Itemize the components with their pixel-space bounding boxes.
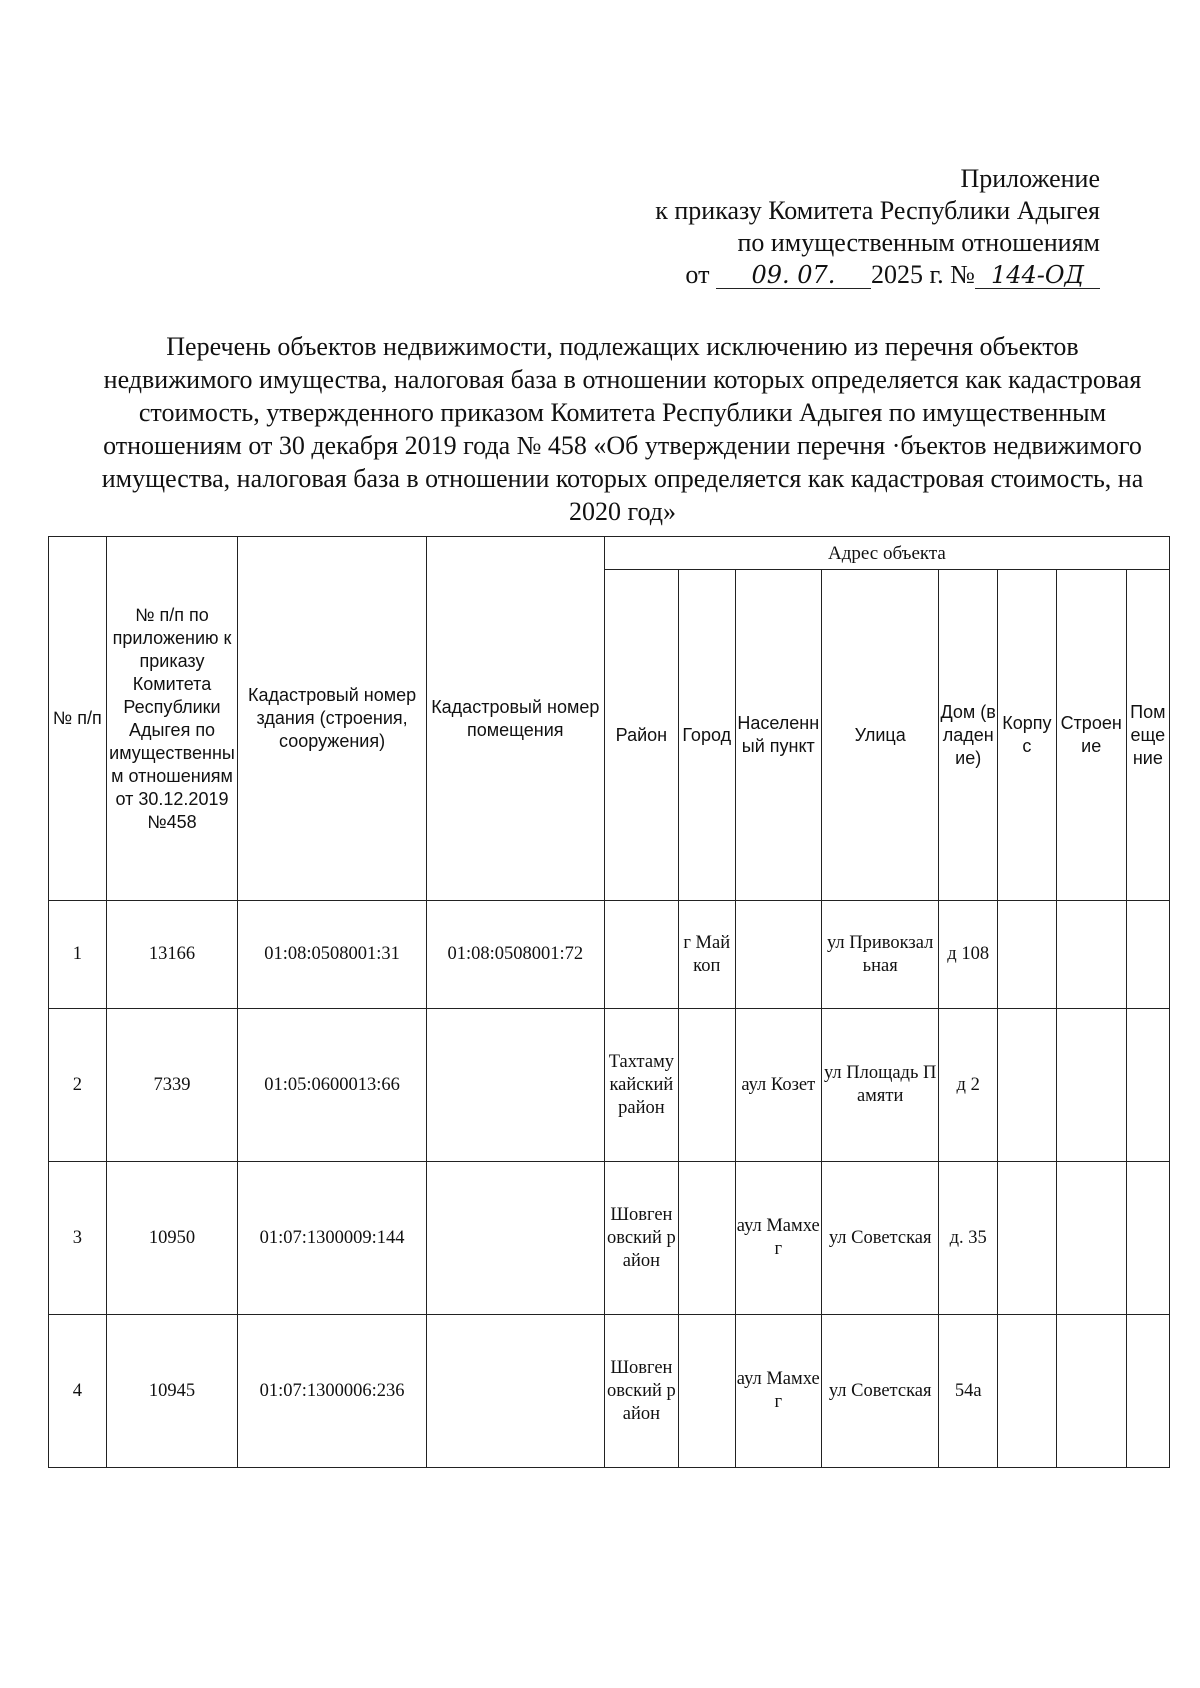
appendix-line-2: к приказу Комитета Республики Адыгея	[655, 196, 1100, 225]
cell-building-cadastral: 01:07:1300006:236	[238, 1315, 426, 1468]
cell-num: 2	[49, 1009, 107, 1162]
cell-building	[998, 1315, 1057, 1468]
document-title: Перечень объектов недвижимости, подлежащих исключению из перечня объектов недвижимого имущества, налоговая база в отношении которых определяется как кадастровая стоимость, утвержденного приказом Комитета Республики Адыгея по имущественным отношениям от 30 декабря 2019 года № 458 «Об утверждении перечня ·бъектов недвижимого имущества, налоговая база в отношении которых определяется как кадастровая стоимость, на 2020 год»	[101, 332, 1144, 526]
cell-street: ул Советская	[822, 1162, 939, 1315]
cell-num: 4	[49, 1315, 107, 1468]
cell-building	[998, 1009, 1057, 1162]
cell-appendix-num: 7339	[106, 1009, 238, 1162]
cell-room-cadastral	[426, 1162, 604, 1315]
table-row	[49, 1315, 1170, 1468]
cell-settlement: аул Козет	[735, 1009, 821, 1162]
header-building: Корпус	[998, 570, 1057, 901]
header-room-cadastral: Кадастровый номер помещения	[426, 537, 604, 901]
cell-room-cadastral	[426, 1315, 604, 1468]
cell-room	[1126, 1162, 1169, 1315]
cell-room	[1126, 1009, 1169, 1162]
cell-room	[1126, 1315, 1169, 1468]
header-room: Помещение	[1126, 570, 1169, 901]
cell-city	[678, 1009, 735, 1162]
cell-building-cadastral: 01:05:0600013:66	[238, 1009, 426, 1162]
cell-room-cadastral	[426, 1009, 604, 1162]
cell-structure	[1056, 1009, 1126, 1162]
handwritten-date: 09. 07.	[716, 262, 871, 289]
cell-building-cadastral: 01:07:1300009:144	[238, 1162, 426, 1315]
cell-building	[998, 1162, 1057, 1315]
cell-district: Тахтамукайский район	[604, 1009, 678, 1162]
appendix-header	[655, 163, 1100, 291]
header-house: Дом (владение)	[939, 570, 998, 901]
header-address-group: Адрес объекта	[604, 537, 1169, 570]
header-city: Город	[678, 570, 735, 901]
cell-room	[1126, 901, 1169, 1009]
header-settlement: Населенный пункт	[735, 570, 821, 901]
header-num: № п/п	[49, 537, 107, 901]
appendix-line-3: по имущественным отношениям	[737, 228, 1100, 257]
cell-structure	[1056, 901, 1126, 1009]
cell-settlement: аул Мамхег	[735, 1162, 821, 1315]
cell-appendix-num: 10950	[106, 1162, 238, 1315]
cell-city	[678, 1315, 735, 1468]
cell-street: ул Площадь Памяти	[822, 1009, 939, 1162]
cell-building-cadastral: 01:08:0508001:31	[238, 901, 426, 1009]
cell-street: ул Советская	[822, 1315, 939, 1468]
table-row	[49, 1009, 1170, 1162]
cell-building	[998, 901, 1057, 1009]
header-row-1	[49, 537, 1170, 570]
cell-city: г Майкоп	[678, 901, 735, 1009]
cell-structure	[1056, 1162, 1126, 1315]
cell-street: ул Привокзальная	[822, 901, 939, 1009]
cell-district	[604, 901, 678, 1009]
header-appendix-num: № п/п по приложению к приказу Комитета Республики Адыгея по имущественным отношениям от 30.12.2019 №458	[106, 537, 238, 901]
header-structure: Строение	[1056, 570, 1126, 901]
year-text: 2025 г. №	[870, 260, 975, 289]
header-building-cadastral: Кадастровый номер здания (строения, сооружения)	[238, 537, 426, 901]
cell-room-cadastral: 01:08:0508001:72	[426, 901, 604, 1009]
table-row	[49, 1162, 1170, 1315]
cell-num: 1	[49, 901, 107, 1009]
cell-settlement	[735, 901, 821, 1009]
cell-city	[678, 1162, 735, 1315]
appendix-date-line	[655, 259, 1100, 291]
cell-num: 3	[49, 1162, 107, 1315]
cell-structure	[1056, 1315, 1126, 1468]
appendix-line-1: Приложение	[960, 164, 1100, 193]
cell-appendix-num: 13166	[106, 901, 238, 1009]
cell-house: д 2	[939, 1009, 998, 1162]
header-street: Улица	[822, 570, 939, 901]
cell-district: Шовгеновский район	[604, 1162, 678, 1315]
cell-district: Шовгеновский район	[604, 1315, 678, 1468]
objects-table	[48, 536, 1170, 1468]
handwritten-order-number: 144-ОД	[975, 262, 1100, 289]
header-district: Район	[604, 570, 678, 901]
cell-house: д. 35	[939, 1162, 998, 1315]
cell-settlement: аул Мамхег	[735, 1315, 821, 1468]
date-prefix: от	[685, 260, 710, 289]
cell-house: д 108	[939, 901, 998, 1009]
cell-appendix-num: 10945	[106, 1315, 238, 1468]
cell-house: 54а	[939, 1315, 998, 1468]
table-row	[49, 901, 1170, 1009]
